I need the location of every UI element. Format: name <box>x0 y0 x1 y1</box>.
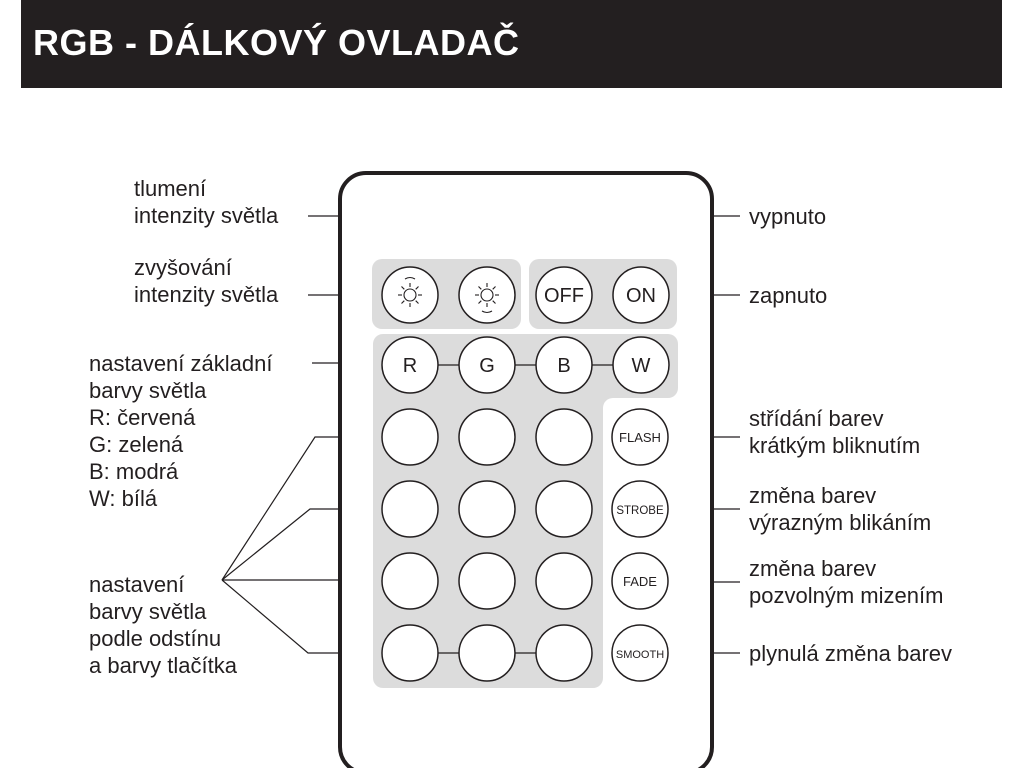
w-button[interactable] <box>613 337 669 393</box>
label-flash: střídání barev krátkým bliknutím <box>749 406 921 458</box>
label-strobe: změna barev výrazným blikáním <box>749 483 932 535</box>
label-base-color: nastavení základní barvy světla R: červená G: zelená B: modrá W: bílá <box>89 351 273 511</box>
b-button-label: B <box>557 355 571 377</box>
off-button-label: OFF <box>544 285 584 307</box>
off-button[interactable] <box>536 267 592 323</box>
shade-button-2-1[interactable] <box>382 481 438 537</box>
on-button[interactable] <box>613 267 669 323</box>
label-dim-down: tlumení intenzity světla <box>134 176 279 228</box>
shade-button-4-3[interactable] <box>536 625 592 681</box>
label-smooth: plynulá změna barev <box>749 641 953 666</box>
shade-button-1-2[interactable] <box>459 409 515 465</box>
shade-button-2-3[interactable] <box>536 481 592 537</box>
shade-button-1-3[interactable] <box>536 409 592 465</box>
r-button[interactable] <box>382 337 438 393</box>
shade-button-2-2[interactable] <box>459 481 515 537</box>
smooth-button[interactable] <box>612 625 668 681</box>
smooth-button-label: SMOOTH <box>615 649 665 661</box>
fade-button-label: FADE <box>623 574 657 589</box>
strobe-button-label: STROBE <box>616 505 664 517</box>
strobe-button[interactable] <box>612 481 668 537</box>
fade-button[interactable] <box>612 553 668 609</box>
label-fade: změna barev pozvolným mizením <box>749 556 944 608</box>
b-button[interactable] <box>536 337 592 393</box>
flash-button-label: FLASH <box>619 430 661 445</box>
g-button-label: G <box>479 355 495 377</box>
page-title: RGB - DÁLKOVÝ OVLADAČ <box>33 22 520 63</box>
shade-button-3-1[interactable] <box>382 553 438 609</box>
dim-up-button[interactable] <box>459 267 515 323</box>
label-shade-color: nastavení barvy světla podle odstínu a barvy tlačítka <box>89 572 237 678</box>
r-button-label: R <box>402 355 418 377</box>
shade-button-3-3[interactable] <box>536 553 592 609</box>
label-dim-up: zvyšování intenzity světla <box>134 255 279 307</box>
shade-button-3-2[interactable] <box>459 553 515 609</box>
flash-button[interactable] <box>612 409 668 465</box>
shade-button-4-2[interactable] <box>459 625 515 681</box>
shade-button-1-1[interactable] <box>382 409 438 465</box>
shade-button-4-1[interactable] <box>382 625 438 681</box>
label-on: zapnuto <box>749 283 828 308</box>
g-button[interactable] <box>459 337 515 393</box>
w-button-label: W <box>631 355 651 377</box>
dim-down-button[interactable] <box>382 267 438 323</box>
label-off: vypnuto <box>749 204 827 229</box>
on-button-label: ON <box>626 285 656 307</box>
